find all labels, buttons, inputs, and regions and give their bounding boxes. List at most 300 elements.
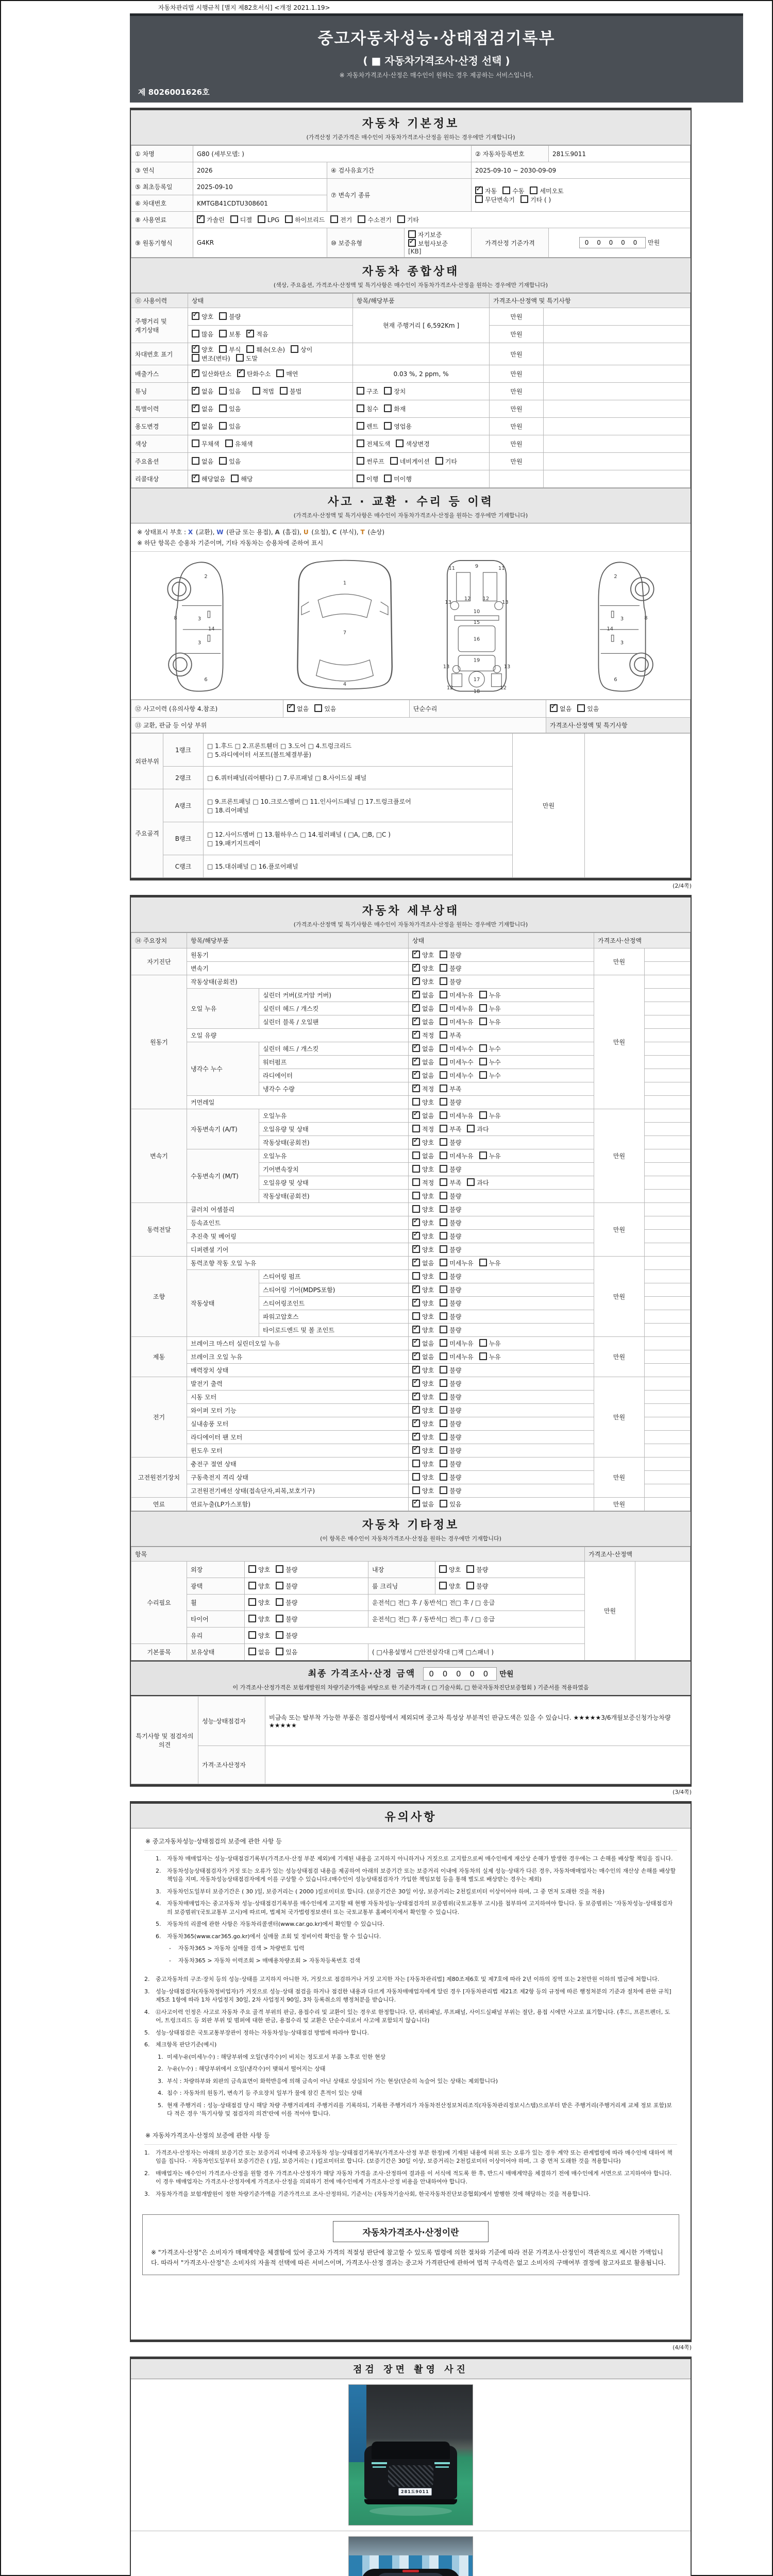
tr [131, 1458, 691, 1471]
car-drl-left2 [373, 2466, 386, 2468]
final-price-digits: 0 0 0 0 0 [423, 1667, 497, 1681]
note-cell [645, 1136, 691, 1149]
note-cell [585, 734, 691, 878]
note-cell [645, 1216, 691, 1230]
note-cell [645, 1283, 691, 1297]
checkbox-option: ✓ 없음 [412, 1044, 434, 1053]
legend-label: (판금 또는 용접) [226, 529, 271, 536]
nn: 2. [156, 1867, 161, 1874]
checkbox-option: 구조 [357, 387, 378, 396]
checkbox-option: ✓ 양호 [412, 951, 434, 959]
checked-checkbox-icon [412, 1031, 420, 1039]
checkbox-option: 불량 [276, 1598, 297, 1607]
car-drl-right [434, 2462, 450, 2464]
car-front-bumper [364, 2499, 457, 2504]
checkbox-option: 화재 [384, 404, 406, 413]
legend-code: X [188, 529, 193, 536]
checkbox-option: 부족 [440, 1125, 461, 1133]
device-label: 원동기 [131, 975, 187, 1109]
checkbox-option: 불량 [440, 1379, 461, 1388]
note-cell [645, 1270, 691, 1283]
subitem-cell: 실린더 헤드 / 개스킷 [259, 1002, 409, 1015]
checkbox-option: ✓ 양호 [412, 1419, 434, 1428]
checkbox-option: 누유 [479, 1259, 501, 1267]
checkbox-option: ✓보험사보증 [408, 239, 448, 248]
panel-number: 8 [174, 615, 177, 621]
unchecked-checkbox-icon [440, 1486, 447, 1494]
col-header: 항목/해당부품 [353, 294, 490, 308]
checkbox-option: 기타 [397, 215, 419, 224]
unchecked-checkbox-icon [440, 1098, 447, 1106]
basic-info-table [131, 145, 691, 258]
photo-front-wrap [131, 2379, 691, 2531]
unchecked-checkbox-icon [276, 1648, 283, 1655]
state-cell [188, 400, 353, 418]
oln [630, 653, 653, 676]
price-cell: 만원 [490, 383, 544, 400]
checkbox-option: ✓ 양호 [412, 1299, 434, 1308]
notice-subitem [169, 1944, 677, 1953]
state-cell [409, 1069, 594, 1082]
checkbox-option: 미이행 [384, 474, 412, 483]
price-cell: 만원 [594, 1109, 645, 1203]
tr [131, 1377, 691, 1391]
oln2 [208, 635, 210, 642]
unchecked-checkbox-icon [440, 1125, 447, 1132]
price-cell [490, 470, 544, 488]
checkbox-option: 불량 [440, 951, 461, 959]
checked-checkbox-icon [412, 991, 420, 998]
final-price-label: 최종 가격조사·산정 금액 [308, 1669, 416, 1679]
note-cell [635, 1562, 691, 1660]
item-cell: 변속기 [187, 962, 409, 975]
tr [131, 418, 691, 435]
unchecked-checkbox-icon [219, 330, 227, 337]
checkbox-option: ✓ 없음 [412, 1018, 434, 1026]
checkbox-option: 부식 [219, 345, 241, 354]
unchecked-checkbox-icon [479, 1352, 487, 1360]
thd [131, 294, 691, 308]
legend-note: ※ 하단 항목은 승용차 기준이며, 기타 자동차는 승용차에 준하여 표시 [137, 539, 324, 547]
unchecked-checkbox-icon [258, 215, 265, 223]
checkbox-option: 훼손(오손) [246, 345, 285, 354]
group-label: 수리필요 [131, 1562, 187, 1644]
notice-text: 자동차의 리콜에 관한 사항은 자동차리콜센터(www.car.go.kr)에서 확인할 수 있습니다. [167, 1921, 384, 1927]
checkbox-option: 미세누수 [440, 1044, 473, 1053]
nn: 1. [144, 2149, 150, 2156]
unchecked-checkbox-icon [440, 1446, 447, 1454]
tr [131, 383, 691, 400]
accident-section-title [131, 488, 691, 523]
unchecked-checkbox-icon [231, 474, 239, 482]
state-cell [245, 1611, 368, 1628]
checkbox-option: ✓양호 [192, 345, 213, 354]
state-cell [188, 418, 353, 435]
tr [131, 400, 691, 418]
checkbox-option: 불량 [276, 1565, 297, 1574]
unchecked-checkbox-icon [440, 1393, 447, 1400]
item-cell [353, 365, 490, 383]
item-cell [353, 470, 490, 488]
unchecked-checkbox-icon [412, 1473, 420, 1481]
car-name: G80 (세부모델: ) [193, 146, 472, 162]
appraiser-label: 가격·조사산정자 [198, 1746, 265, 1784]
notice-text: 자동차 매매업자는 성능·상태점검기록부(가격조사·산정 부분 제외)에 기재된 내용을 고지하지 아니하거나 거짓으로 고지함으로써 매수인에게 재산상 손해가 발생한 경우에는 그 손해를 배상할 책임을 집니다. [167, 1855, 673, 1862]
notice-text: 자동차인도일부터 보증기간은 ( 30 )일, 보증거리는 ( 2000 )킬로미터로 합니다. (보증기간은 30일 이상, 보증거리는 2천킬로미터 이상이어야 하며, 그 중 먼저 도래한 것을 적용) [167, 1888, 605, 1895]
notice-text: ⑫사고이력 인정은 사고로 자동차 주요 골격 부위의 판금, 용접수리 및 교환이 있는 경우로 한정합니다. 단, 쿼터패널, 루프패널, 사이드실패널 부위는 절단, 용접 시에만 사고로 표기합니다. (후드, 프론트펜더, 도어, 트렁크리드 등 외판 부위 및 범퍼에 대한 판금, 용접수리 및 교환은 단순수리로서 사고에 포함되지 않습니다) [156, 2008, 670, 2024]
checked-checkbox-icon [237, 369, 245, 377]
unchecked-checkbox-icon [439, 1582, 447, 1589]
unchecked-checkbox-icon [440, 1192, 447, 1199]
notice-item [156, 1933, 677, 1941]
item-cell: 작동상태(공회전) [187, 975, 409, 989]
engine-model: G4KR [193, 228, 327, 258]
subitem-cell: 오일유량 및 상태 [259, 1176, 409, 1190]
notice-item [156, 1867, 677, 1884]
state-cell [409, 1163, 594, 1176]
tr [131, 146, 691, 162]
state-cell [409, 948, 594, 962]
checkbox-option: 부족 [440, 1178, 461, 1187]
note-cell [645, 989, 691, 1002]
checkbox-option: 불량 [440, 1272, 461, 1281]
tr [131, 228, 691, 258]
checkbox-option: 양호 [439, 1565, 461, 1574]
item-cell: 오일 누유 [187, 989, 259, 1029]
checked-checkbox-icon [246, 330, 254, 337]
unchecked-checkbox-icon [225, 439, 233, 447]
notice-text: 자동차성능상태점검자가 거짓 또는 오류가 있는 성능상태점검 내용을 제공하여 아래의 보증기간 또는 보증거리 이내에 자동차의 실제 성능·상태가 다른 경우, 자동차매매업자는 매수인의 재산상 손해를 배상할 책임을 지며, 자동차성능상태점검자에게 이를 구상할 수 있습니다.(매수인이 성능상태점검자가 가입한 책임보험 등을 통해 별도로 배상받는 경우는 제외) [167, 1867, 676, 1883]
item-cell: 라디에이터 팬 모터 [187, 1431, 409, 1444]
checkbox-option: 해당 [231, 474, 253, 483]
checkbox-option: ✓ 양호 [412, 1285, 434, 1294]
unchecked-checkbox-icon [412, 1178, 420, 1186]
state-cell [245, 1578, 368, 1595]
state-cell [409, 1230, 594, 1243]
nn: 3. [156, 1888, 161, 1895]
note-cell [645, 1029, 691, 1042]
overall-section-title [131, 258, 691, 293]
notice-text: 성능·상태점검은 국토교통부장관이 정하는 자동차성능·상태점검 방법에 따라야 합니다. [156, 2029, 369, 2036]
tr [131, 1697, 691, 1746]
checkbox-option: 없음 [248, 1648, 270, 1656]
item-cell: 발전기 출력 [187, 1377, 409, 1391]
checkbox-option: 전기 [330, 215, 352, 224]
panel-number: 10 [474, 608, 480, 615]
unchecked-checkbox-icon [412, 1205, 420, 1213]
field-label: ⑤ 최초등록일 [131, 179, 193, 195]
state-cell [409, 1270, 594, 1283]
tr [131, 435, 691, 453]
page3-box [130, 1801, 692, 2342]
panel-number: 15 [474, 620, 480, 626]
tr [131, 453, 691, 470]
notice-subitem [169, 1957, 677, 1965]
checkbox-option: ✓ 없음 [412, 1004, 434, 1013]
rank-label: 2랭크 [163, 767, 204, 789]
checkbox-option: 네비게이션 [390, 457, 430, 466]
car-hood [372, 2442, 450, 2459]
detail-subtitle: (가격조사·산정액 및 특기사항은 매수인이 자동차가격조사·산정을 원하는 경우에만 기재합니다) [293, 921, 528, 928]
checkbox-option: ✓ 해당없음 [192, 474, 225, 483]
panel-number: 3 [198, 616, 201, 622]
field-label: ② 자동차등록번호 [472, 146, 549, 162]
checked-checkbox-icon [412, 1446, 420, 1454]
item-cell: 충전구 절연 상태 [187, 1458, 409, 1471]
state-cell [409, 1109, 594, 1123]
state-cell [409, 1042, 594, 1056]
overall-subtitle: (색상, 주요옵션, 가격조사·산정액 및 특기사항은 매수인이 자동차가격조사·산정을 원하는 경우에만 기재합니다) [273, 282, 548, 289]
state-cell [409, 1324, 594, 1337]
fuel-type [193, 212, 691, 228]
oln2 [450, 601, 459, 609]
state-cell [409, 1484, 594, 1498]
checkbox-option: 보통 [219, 330, 241, 338]
col-header: 항목/해당부품 [187, 933, 409, 948]
nn: 4. [158, 2090, 163, 2096]
state-cell [409, 989, 594, 1002]
note-cell [544, 453, 691, 470]
item-cell [353, 400, 490, 418]
checkbox-option: 미세누수 [440, 1058, 473, 1066]
notice-text: 자동차가격을 보험개발원이 정한 차량기준가액을 기준가격으로 조사·산정하되, 기준서는 (자동차기술사회, 한국자동차진단보증협회)에서 발행한 것에 해당하는 것을 적용합니다. [156, 2190, 591, 2197]
final-price-unit: 만원 [499, 1670, 514, 1679]
notice-item [156, 1920, 677, 1929]
notice-subitem [158, 2089, 677, 2098]
unchecked-checkbox-icon [440, 1473, 447, 1481]
checkbox-option: 유채색 [225, 439, 253, 448]
checked-checkbox-icon [412, 1218, 420, 1226]
unchecked-checkbox-icon [285, 215, 293, 223]
note-cell [645, 1364, 691, 1377]
state-cell [409, 1056, 594, 1069]
rank-items: □ 12.사이드멤버 □ 13.휠하우스 □ 14.필러패널 ( □A, □B, □C ) □ 19.패키지트레이 [204, 822, 513, 855]
checkbox-option: 불량 [440, 1326, 461, 1334]
unchecked-checkbox-icon [440, 1419, 447, 1427]
checkbox-option: 불량 [440, 1460, 461, 1468]
unchecked-checkbox-icon [440, 1285, 447, 1293]
item-cell [353, 383, 490, 400]
price-cell: 만원 [513, 734, 585, 878]
unchecked-checkbox-icon [440, 1366, 447, 1374]
checked-checkbox-icon [192, 404, 199, 412]
unchecked-checkbox-icon [192, 330, 199, 337]
checkbox-option: 있음 [219, 457, 241, 466]
checked-checkbox-icon [412, 1393, 420, 1400]
col-header: 가격조사·산정액 [585, 1547, 691, 1562]
blue-wall [349, 2385, 366, 2462]
checkbox-option: 불량 [466, 1565, 488, 1574]
item-cell: 디퍼렌셜 기어 [187, 1243, 409, 1257]
note-cell [645, 1002, 691, 1015]
notice-item [144, 2008, 677, 2025]
usage-label: 튜닝 [131, 383, 188, 400]
checkbox-option: 미세누수 [440, 1071, 473, 1080]
first-registration-date: 2025-09-10 [193, 179, 327, 195]
unchecked-checkbox-icon [314, 704, 322, 712]
checkbox-option: 있음 [577, 704, 599, 713]
col-header: 가격조사·산정액 [594, 933, 691, 948]
form-reference-note: 자동차관리법 시행규칙 [별지 제82호서식] <개정 2021.1.19> [158, 4, 330, 11]
checkbox-option: 있음 [219, 404, 241, 413]
unchecked-checkbox-icon [440, 1500, 447, 1507]
state-cell [409, 1337, 594, 1350]
state-cell [188, 308, 353, 326]
notice-text: 자동차매매업자는 중고자동차 성능·상태점검기록부를 매수인에게 고지할 때 현행 자동차성능·상태점검자의 보증범위(국토교통부 고시)를 첨부하여 고지하여야 합니다. 동 보증범위는 '자동차성능·상태점검자의 보증범위'(국토교통부 고시)에 따르며, 법제처 국가법령정보센터 또는 국토교통부 홈페이지에서 확인할 수 있습니다. [167, 1900, 673, 1916]
subitem-cell: 타이로드엔드 및 볼 조인트 [259, 1324, 409, 1337]
checkbox-option: 양호 [412, 1272, 434, 1281]
unchecked-checkbox-icon [412, 1312, 420, 1320]
checkbox-option: 있음 [219, 387, 241, 396]
checkbox-option: ✓ 없음 [412, 1071, 434, 1080]
checkbox-option: 불량 [276, 1582, 297, 1590]
checkbox-option: 하이브리드 [285, 215, 325, 224]
checkbox-option: 불량 [440, 1138, 461, 1147]
panel-number: 13 [503, 664, 511, 670]
checked-checkbox-icon [412, 1406, 420, 1414]
checkbox-option: ✓ 없음 [192, 387, 213, 396]
unchecked-checkbox-icon [358, 215, 365, 223]
subitem-cell: 기어변속장치 [259, 1163, 409, 1176]
note-cell [645, 1069, 691, 1082]
note-cell [645, 1203, 691, 1216]
accident-subtitle: (가격조사·산정액 및 특기사항은 매수인이 자동차가격조사·산정을 원하는 경우에만 기재합니다) [293, 512, 528, 519]
price-cell: 만원 [490, 400, 544, 418]
price-survey-info-text: ※ "가격조사·산정"은 소비자가 매매계약을 체결함에 있어 중고차 가격의 적절성 판단에 참고할 수 있도록 법령에 의한 절차와 기준에 따라 전문 가격조사·산정인이 객관적으로 제시한 가액입니다. 따라서 "가격조사·산정"은 소비자의 자율적 선택에 따른 서비스이며, 가격조사·산정 결과는 중고차 가격판단에 관하여 법적 구속력은 없고 소비자의 구매여부 결정에 참고자료로 활용됩니다. [151, 2249, 666, 2267]
final-price-band [131, 1660, 691, 1696]
panel-number: 12 [500, 685, 507, 691]
unchecked-checkbox-icon [384, 387, 392, 395]
note-cell [645, 1257, 691, 1270]
device-label: 연료 [131, 1498, 187, 1511]
checkbox-option: ✓ 양호 [412, 1138, 434, 1147]
checkbox-option: 누유 [479, 1004, 501, 1013]
notice-text: 성능·상태점검자(자동차정비업자)가 거짓으로 성능·상태 점검을 하거나 점검한 내용과 다르게 자동차매매업자에게 알린 경우 [자동차관리법 제21조 제2항 등의 규정에 따른 행정처분의 기준과 절차에 관한 규칙] 제5조 1항에 따라 1차 사업정지 30일, 2차 사업정지 90일, 3차 등록취소의 행정처분을 받습니다. [156, 1988, 671, 2003]
rank-label: C랭크 [163, 855, 204, 878]
state-cell [409, 1082, 594, 1096]
nn: 1. [156, 1855, 161, 1862]
checkbox-option: ✓ 없음 [192, 404, 213, 413]
checked-checkbox-icon [192, 369, 199, 377]
checkbox-option: ✓ 없음 [287, 704, 309, 713]
panel-number: 6 [614, 676, 617, 683]
checked-checkbox-icon [412, 1084, 420, 1092]
note-cell [645, 1123, 691, 1136]
checkbox-option: 누유 [479, 1352, 501, 1361]
remarks-label: 특기사항 및 점검자의 의견 [131, 1697, 198, 1784]
checkbox-option: 없음 [412, 1151, 434, 1160]
unchecked-checkbox-icon [440, 977, 447, 985]
checkbox-option: 적정 [412, 1178, 434, 1187]
note-cell [645, 1404, 691, 1417]
subitem-cell: 오일누유 [259, 1149, 409, 1163]
checkbox-option: 불량 [440, 1285, 461, 1294]
checked-checkbox-icon [192, 422, 199, 430]
checkbox-option: 누수 [479, 1071, 501, 1080]
state-cell [188, 365, 353, 383]
checkbox-option: ✓ 일산화탄소 [192, 369, 231, 378]
page-mark-2: (2/4쪽) [673, 883, 692, 889]
panel-number: 16 [474, 636, 480, 642]
page-mark-4: (4/4쪽) [673, 2344, 692, 2351]
vin: KMTGB41CDTU308601 [193, 195, 327, 212]
other-info [131, 1547, 691, 1660]
state-cell [245, 1562, 368, 1578]
unchecked-checkbox-icon [192, 354, 199, 362]
oln2 [611, 635, 613, 642]
checkbox-option: 미세누유 [440, 991, 473, 999]
item-cell: 구동축전지 격리 상태 [187, 1471, 409, 1484]
unchecked-checkbox-icon [467, 1125, 475, 1132]
checkbox-option: 불량 [440, 1205, 461, 1214]
page-mark-3: (3/4쪽) [673, 1789, 692, 1795]
item-cell: 연료누출(LP가스포함) [187, 1498, 409, 1511]
checkbox-option: 상이 [291, 345, 312, 354]
checkbox-option: 불량 [440, 1419, 461, 1428]
tr [131, 1109, 691, 1123]
unchecked-checkbox-icon [357, 474, 364, 482]
nn: - [169, 1957, 171, 1964]
legend-label: (부식) [340, 529, 357, 536]
checkbox-option: 양호 [412, 1486, 434, 1495]
unchecked-checkbox-icon [219, 404, 227, 412]
checkbox-option: 불량 [440, 1232, 461, 1241]
checkbox-option: ✓ 없음 [412, 1111, 434, 1120]
note-cell [645, 1431, 691, 1444]
notice-text: 체크항목 판단기준(예시) [156, 2041, 217, 2048]
notice-subitem [158, 2053, 677, 2062]
item-cell: 수동변속기 (M/T) [187, 1149, 259, 1203]
oln [297, 561, 392, 689]
garage-ceiling [349, 2537, 473, 2555]
checkbox-option: 불량 [276, 1631, 297, 1640]
checkbox-option: 불량 [440, 1165, 461, 1174]
panel-ranks [131, 733, 691, 878]
car-drl-left [372, 2462, 387, 2464]
panel-number: 12 [447, 685, 453, 691]
panel-number: 12 [482, 596, 490, 602]
checkbox-option: 불량 [219, 312, 241, 321]
checkbox-option: ✓ 양호 [412, 1379, 434, 1388]
rank-label: A랭크 [163, 789, 204, 822]
checkbox-option: ✓ 양호 [412, 977, 434, 986]
subitem-cell: 실린더 블록 / 오일팬 [259, 1015, 409, 1029]
unchecked-checkbox-icon [192, 439, 199, 447]
checkbox-option: ✓ 적음 [246, 330, 268, 338]
panel-number: 17 [474, 676, 480, 683]
checkbox-option: 있음 [314, 704, 336, 713]
item-cell: 고전원전기배선 상태(접속단자,피복,보호기구) [187, 1484, 409, 1498]
nn: 4. [156, 1900, 161, 1907]
state-cell [409, 1417, 594, 1431]
note-cell [544, 435, 691, 453]
price-cell: 만원 [490, 343, 544, 365]
checkbox-option: 양호 [412, 1205, 434, 1214]
notice-item [156, 1888, 677, 1896]
checkbox-option: 양호 [412, 1460, 434, 1468]
remarks [131, 1696, 691, 1784]
col-header: ⑭ 주요장치 [131, 933, 187, 948]
checkbox-option: ✓ 없음 [550, 704, 572, 713]
state-cell [409, 1498, 594, 1511]
checkbox-option: 불량 [440, 964, 461, 973]
unchecked-checkbox-icon [276, 1582, 283, 1589]
detail-text: 운전석□ 전□ 후 / 동반석□ 전□ 후 / □ 응급 [368, 1595, 585, 1611]
panel-number: 18 [474, 689, 480, 694]
unchecked-checkbox-icon [412, 1272, 420, 1280]
item-label: 휠 [187, 1595, 245, 1611]
panel-part-label: 외판부위 [131, 734, 163, 789]
